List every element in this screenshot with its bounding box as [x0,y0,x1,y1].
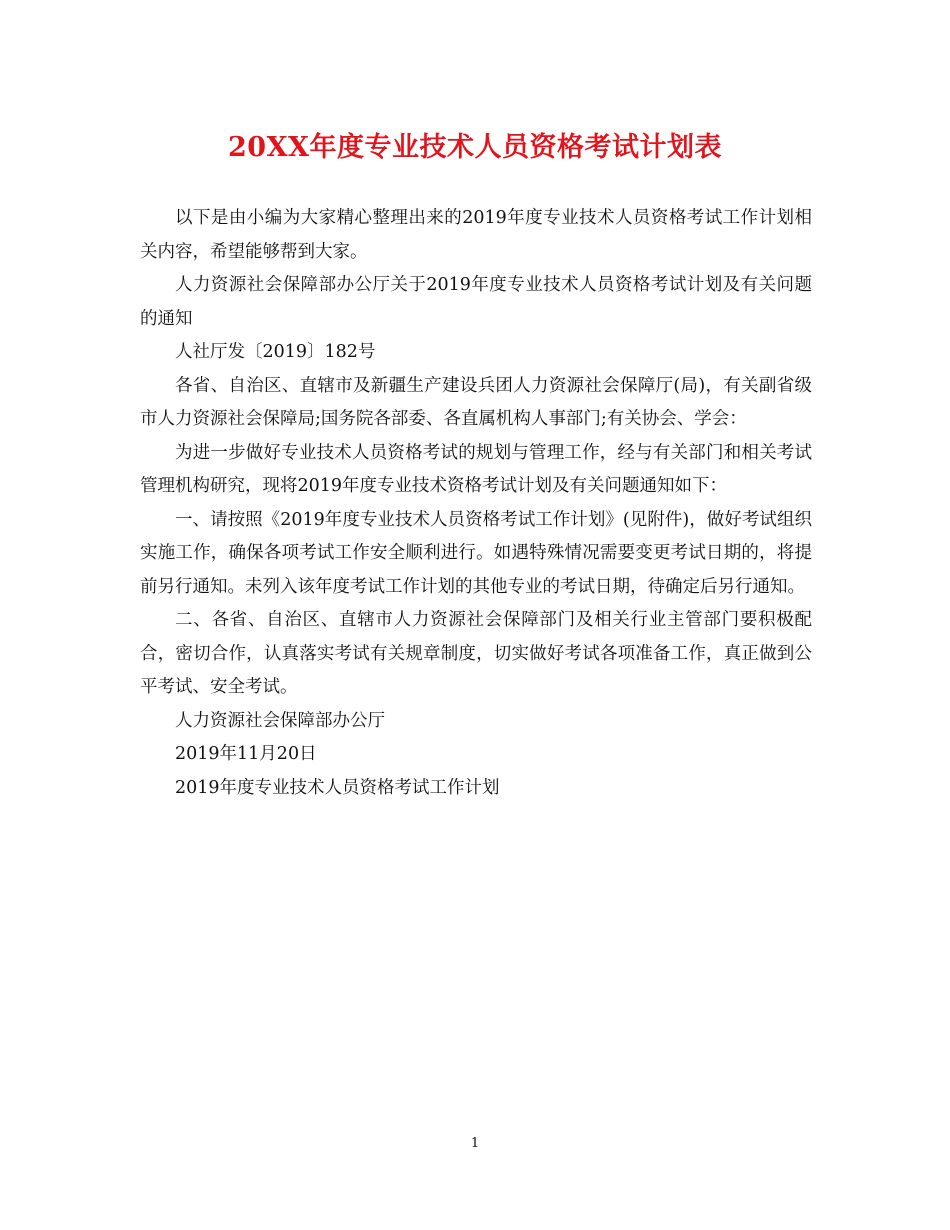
item-two-paragraph: 二、各省、自治区、直辖市人力资源社会保障部门及相关行业主管部门要积极配合，密切合作，认真落实考试有关规章制度，切实做好考试各项准备工作，真正做到公平考试、安全考试。 [140,610,812,697]
issuer-signature: 人力资源社会保障部办公厅 [175,710,385,731]
page-number: 1 [470,1136,480,1151]
attachment-title: 2019年度专业技术人员资格考试工作计划 [175,777,500,798]
purpose-paragraph: 为进一步做好专业技术人员资格考试的规划与管理工作，经与有关部门和相关考试管理机构研究，现将2019年度专业技术资格考试计划及有关问题通知如下： [140,442,812,496]
document-body [140,202,812,805]
document-title: 20XX年度专业技术人员资格考试计划表 [228,132,722,163]
item-one-paragraph: 一、请按照《2019年度专业技术人员资格考试工作计划》(见附件)，做好考试组织实施工作，确保各项考试工作安全顺利进行。如遇特殊情况需要变更考试日期的，将提前另行通知。未列入该年度考试工作计划的其他专业的考试日期，待确定后另行通知。 [140,509,812,597]
document-number: 人社厅发〔2019〕182号 [175,342,376,362]
addressees-paragraph: 各省、自治区、直辖市及新疆生产建设兵团人力资源社会保障厅(局)，有关副省级市人力资源社会保障局;国务院各部委、各直属机构人事部门;有关协会、学会： [140,375,812,429]
notice-heading: 人力资源社会保障部办公厅关于2019年度专业技术人员资格考试计划及有关问题的通知 [140,275,812,329]
issue-date: 2019年11月20日 [175,744,317,764]
intro-paragraph: 以下是由小编为大家精心整理出来的2019年度专业技术人员资格考试工作计划相关内容，希望能够帮到大家。 [140,208,812,262]
